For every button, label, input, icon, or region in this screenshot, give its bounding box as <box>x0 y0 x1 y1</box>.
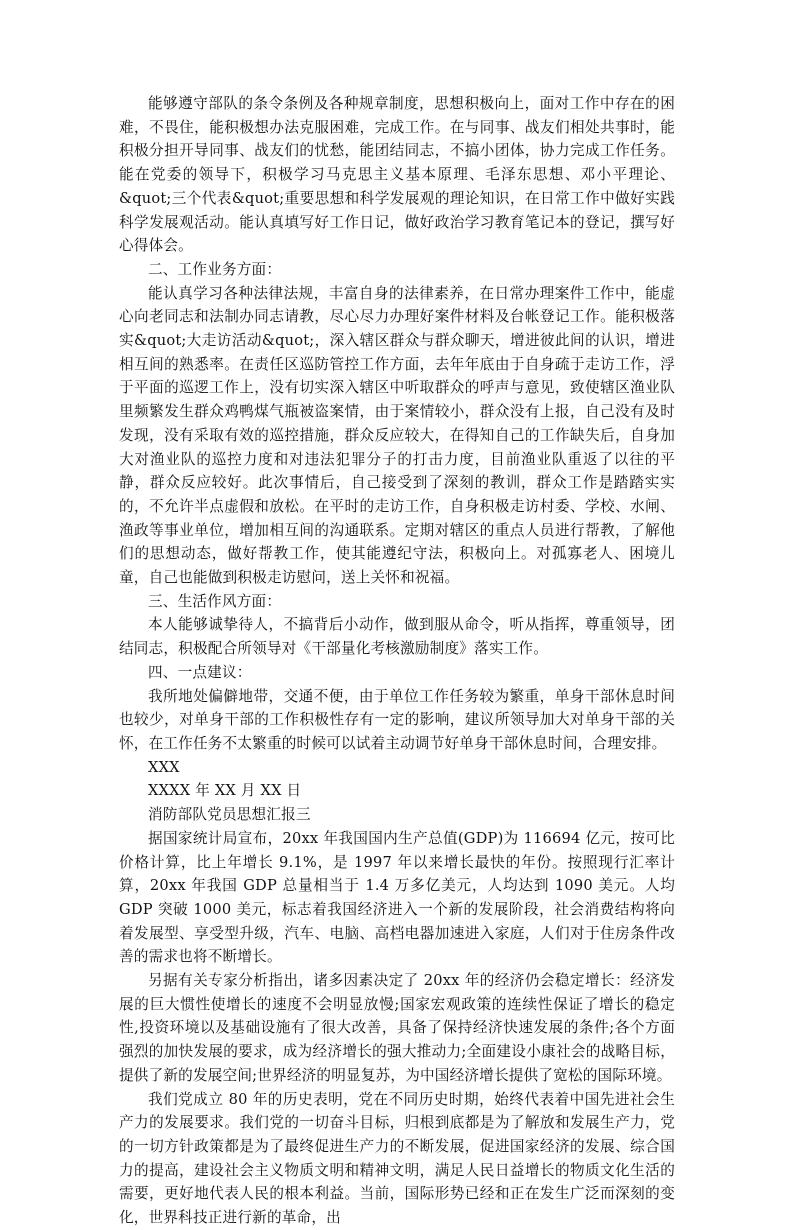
paragraph-expert-analysis: 另据有关专家分析指出，诸多因素决定了 20xx 年的经济仍会稳定增长：经济发展的巨大惯性使增长的速度不会明显放慢;国家宏观政策的连续性保证了增长的稳定性,投资环境以及基础设施有了很大改善，具备了保持经济快速发展的条件;各个方面强烈的加快发展的要求，成为经济增长的强大推动力;全面建设小康社会的战略目标，提供了新的发展空间;世界经济的明显复苏，为中国经济增长提供了宽松的国际环境。 <box>119 972 675 1084</box>
signature-date: XXXX 年 XX 月 XX 日 <box>148 782 302 800</box>
paragraph-gdp: 据国家统计局宣布，20xx 年我国国内生产总值(GDP)为 116694 亿元，按可比价格计算，比上年增长 9.1%，是 1997 年以来增长最快的年份。按照现行汇率计算，20xx 年我国 GDP 总量相当于 1.4 万多亿美元，人均达到 1090 美元。人均 GDP 突破 1000 美元，标志着我国经济进入一个新的发展阶段，社会消费结构将向着发展型、享受型升级，汽车、电脑、高档电器加速进入家庭，人们对于住房条件改善的需求也将不断增长。 <box>119 829 675 966</box>
signature-name: XXX <box>148 758 180 776</box>
report-title: 消防部队党员思想汇报三 <box>148 806 311 824</box>
paragraph-party-history: 我们党成立 80 年的历史表明，党在不同历史时期，始终代表着中国先进社会生产力的发展要求。我们党的一切奋斗目标，归根到底都是为了解放和发展生产力，党的一切方针政策都是为了最终促进生产力的不断发展，促进国家经济的发展、综合国力的提高，建设社会主义物质文明和精神文明，满足人民日益增长的物质文化生活的需要，更好地代表人民的根本利益。当前，国际形势已经和正在发生广泛而深刻的变化，世界科技正进行新的革命，出 <box>119 1090 675 1227</box>
paragraph-life-style: 本人能够诚挚待人，不搞背后小动作，做到服从命令，听从指挥，尊重领导，团结同志，积极配合所领导对《干部量化考核激励制度》落实工作。 <box>119 616 675 658</box>
heading-life-style: 三、生活作风方面： <box>148 592 282 610</box>
heading-suggestion: 四、一点建议： <box>148 663 252 681</box>
document-body <box>119 92 675 1230</box>
heading-work-business: 二、工作业务方面： <box>148 260 282 278</box>
paragraph-conduct: 能够遵守部队的条令条例及各种规章制度，思想积极向上，面对工作中存在的困难，不畏住，能积极想办法克服困难，完成工作。在与同事、战友们相处共事时，能积极分担开导同事、战友们的忧愁，能团结同志，不搞小团体，协力完成工作任务。能在党委的领导下，积极学习马克思主义基本原理、毛泽东思想、邓小平理论、&quot;三个代表&quot;重要思想和科学发展观的理论知识，在日常工作中做好实践科学发展观活动。能认真填写好工作日记，做好政治学习教育笔记本的登记，撰写好心得体会。 <box>119 95 675 255</box>
paragraph-suggestion: 我所地处偏僻地带，交通不便，由于单位工作任务较为繁重，单身干部休息时间也较少，对单身干部的工作积极性存有一定的影响，建议所领导加大对单身干部的关怀，在工作任务不太繁重的时候可以试着主动调节好单身干部休息时间，合理安排。 <box>119 687 675 752</box>
paragraph-work-business: 能认真学习各种法律法规，丰富自身的法律素养，在日常办理案件工作中，能虚心向老同志和法制办同志请教，尽心尽力办理好案件材料及台帐登记工作。能积极落实&quot;大走访活动&quot;，深入辖区群众与群众聊天，增进彼此间的认识，增进相互间的熟悉率。在责任区巡防管控工作方面，去年年底由于自身疏于走访工作，浮于平面的巡逻工作上，没有切实深入辖区中听取群众的呼声与意见，致使辖区渔业队里频繁发生群众鸡鸭煤气瓶被盗案情，由于案情较小，群众没有上报，自己没有及时发现，没有采取有效的巡控措施，群众反应较大，在得知自己的工作缺失后，自身加大对渔业队的巡控力度和对违法犯罪分子的打击力度，目前渔业队重返了以往的平静，群众反应较好。此次事情后，自己接受到了深刻的教训，群众工作是踏踏实实的，不允许半点虚假和放松。在平时的走访工作，自身积极走访村委、学校、水闸、渔政等事业单位，增加相互间的沟通联系。定期对辖区的重点人员进行帮教，了解他们的思想动态，做好帮教工作，使其能遵纪守法，积极向上。对孤寡老人、困境儿童，自己也能做到积极走访慰问，送上关怀和祝福。 <box>119 284 675 587</box>
